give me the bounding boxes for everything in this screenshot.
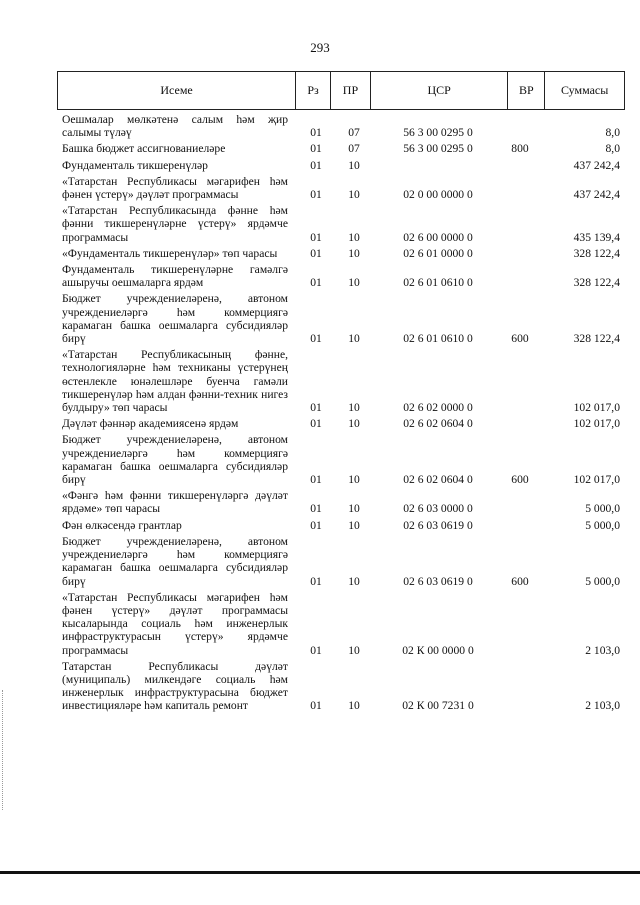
row-rz: 01 <box>310 246 322 260</box>
row-pr: 10 <box>348 188 360 202</box>
row-name: Оешмалар мөлкәтенә салым һәм җир салымы түләү <box>62 113 288 140</box>
row-sum: 102 017,0 <box>573 473 620 487</box>
row-name: «Фундаменталь тикшеренүләр» төп чарасы <box>62 246 278 260</box>
row-sum: 437 242,4 <box>573 188 620 202</box>
row-name: Башка бюджет ассигнованиеләре <box>62 142 226 156</box>
row-rz: 01 <box>310 332 322 346</box>
row-sum: 328 122,4 <box>573 332 620 346</box>
table-row <box>62 660 620 713</box>
row-csr: 02 6 01 0610 0 <box>403 332 473 346</box>
page-number: 293 <box>310 40 330 55</box>
row-sum: 437 242,4 <box>573 158 620 172</box>
table-row <box>62 113 620 139</box>
table-row <box>62 535 620 588</box>
row-csr: 02 6 02 0000 0 <box>403 401 473 415</box>
row-rz: 01 <box>310 473 322 487</box>
row-pr: 10 <box>348 246 360 260</box>
row-name: «Татарстан Республикасы мәгарифен һәм фәнен үстерү» дәүләт программасы <box>62 174 288 202</box>
row-name: Бюджет учреждениеләренә, автоном учреждениеләргә һәм коммерциягә карамаган башка оешмаларга субсидияләр бирү <box>62 534 288 588</box>
table-row <box>62 591 620 657</box>
row-name: Фундаменталь тикшеренүләрне гамәлгә ашыручы оешмаларга ярдәм <box>62 263 288 290</box>
table-row <box>62 204 620 244</box>
row-vr: 800 <box>511 142 529 156</box>
row-rz: 01 <box>310 417 322 431</box>
header-csr: ЦСР <box>370 72 508 109</box>
table-row <box>62 348 620 414</box>
row-name: Татарстан Республикасы дәүләт (муниципаль) милкендәге социаль һәм инженерлык инфраструктурасына бюджет инвестицияләре һәм капиталь ремонт <box>62 659 288 713</box>
table-header <box>57 71 625 110</box>
row-sum: 102 017,0 <box>573 417 620 431</box>
row-vr: 600 <box>511 473 529 487</box>
row-pr: 07 <box>348 126 360 140</box>
row-name: «Татарстан Республикасы мәгарифен һәм фәнен үстерү» дәүләт программасы кысаларында социаль һәм инженерлык инфраструктурасын үстерү» ярдәмче программасы <box>62 590 288 657</box>
row-rz: 01 <box>310 230 322 244</box>
row-pr: 10 <box>348 276 360 290</box>
table-row <box>62 489 620 515</box>
row-rz: 01 <box>310 188 322 202</box>
row-rz: 01 <box>310 574 322 588</box>
row-sum: 435 139,4 <box>573 230 620 244</box>
row-sum: 5 000,0 <box>585 502 620 516</box>
table-row <box>62 142 620 155</box>
row-pr: 07 <box>348 142 360 156</box>
row-csr: 02 6 03 0000 0 <box>403 502 473 516</box>
row-pr: 10 <box>348 417 360 431</box>
row-csr: 02 6 01 0000 0 <box>403 246 473 260</box>
table-row <box>62 263 620 289</box>
scan-margin-marks <box>2 690 5 810</box>
row-csr: 02 6 03 0619 0 <box>403 518 473 532</box>
row-rz: 01 <box>310 699 322 713</box>
row-pr: 10 <box>348 643 360 657</box>
row-sum: 8,0 <box>605 126 620 140</box>
header-name: Исеме <box>160 83 193 97</box>
row-pr: 10 <box>348 230 360 244</box>
table-row <box>62 175 620 201</box>
row-sum: 2 103,0 <box>585 643 620 657</box>
row-rz: 01 <box>310 276 322 290</box>
row-sum: 328 122,4 <box>573 246 620 260</box>
table-row <box>62 292 620 345</box>
table-row <box>62 247 620 260</box>
row-pr: 10 <box>348 332 360 346</box>
row-csr: 02 6 00 0000 0 <box>403 230 473 244</box>
row-csr: 56 3 00 0295 0 <box>403 142 473 156</box>
header-rz: Рз <box>295 72 330 109</box>
row-csr: 02 6 02 0604 0 <box>403 417 473 431</box>
row-sum: 102 017,0 <box>573 401 620 415</box>
row-name: Фән өлкәсендә грантлар <box>62 518 182 532</box>
row-csr: 56 3 00 0295 0 <box>403 126 473 140</box>
row-csr: 02 6 01 0610 0 <box>403 276 473 290</box>
row-pr: 10 <box>348 518 360 532</box>
row-rz: 01 <box>310 518 322 532</box>
row-vr: 600 <box>511 332 529 346</box>
table-row <box>62 519 620 532</box>
row-sum: 5 000,0 <box>585 574 620 588</box>
row-rz: 01 <box>310 142 322 156</box>
row-pr: 10 <box>348 574 360 588</box>
row-rz: 01 <box>310 502 322 516</box>
row-pr: 10 <box>348 502 360 516</box>
header-sum: Суммасы <box>544 72 624 109</box>
table-row <box>62 159 620 172</box>
row-csr: 02 6 02 0604 0 <box>403 473 473 487</box>
row-pr: 10 <box>348 473 360 487</box>
row-csr: 02 0 00 0000 0 <box>403 188 473 202</box>
row-name: Бюджет учреждениеләренә, автоном учреждениеләргә һәм коммерциягә карамаган башка оешмаларга субсидияләр бирү <box>62 433 288 487</box>
table-row <box>62 433 620 486</box>
row-name: «Татарстан Республикасында фәнне һәм фәнни тикшеренүләрне үстерү» ярдәмче программасы <box>62 204 288 244</box>
row-name: Фундаменталь тикшеренүләр <box>62 158 208 172</box>
row-rz: 01 <box>310 158 322 172</box>
row-name: «Татарстан Республикасының фәнне, технологияләрне һәм техниканы үстерүнең өстенлекле юнәлешләре буенча гамәли тикшеренүләр һәм алдан фәнни-техник нигез булдыру» төп чарасы <box>62 348 288 415</box>
row-sum: 2 103,0 <box>585 699 620 713</box>
row-sum: 5 000,0 <box>585 518 620 532</box>
row-csr: 02 К 00 0000 0 <box>402 643 474 657</box>
row-rz: 01 <box>310 643 322 657</box>
page-bottom-border <box>0 871 640 874</box>
row-name: Бюджет учреждениеләренә, автоном учреждениеләргә һәм коммерциягә карамаган башка оешмаларга субсидияләр бирү <box>62 292 288 346</box>
table-body <box>62 113 620 716</box>
row-sum: 8,0 <box>605 142 620 156</box>
row-pr: 10 <box>348 158 360 172</box>
table-row <box>62 417 620 430</box>
row-csr: 02 6 03 0619 0 <box>403 574 473 588</box>
row-vr: 600 <box>511 574 529 588</box>
row-sum: 328 122,4 <box>573 276 620 290</box>
row-name: Дәүләт фәннәр академиясенә ярдәм <box>62 417 239 431</box>
row-name: «Фәнгә һәм фәнни тикшеренүләргә дәүләт ярдәме» төп чарасы <box>62 489 288 516</box>
row-rz: 01 <box>310 401 322 415</box>
header-vr: ВР <box>507 72 544 109</box>
row-rz: 01 <box>310 126 322 140</box>
header-pr: ПР <box>330 72 370 109</box>
row-pr: 10 <box>348 401 360 415</box>
row-csr: 02 К 00 7231 0 <box>402 699 474 713</box>
row-pr: 10 <box>348 699 360 713</box>
